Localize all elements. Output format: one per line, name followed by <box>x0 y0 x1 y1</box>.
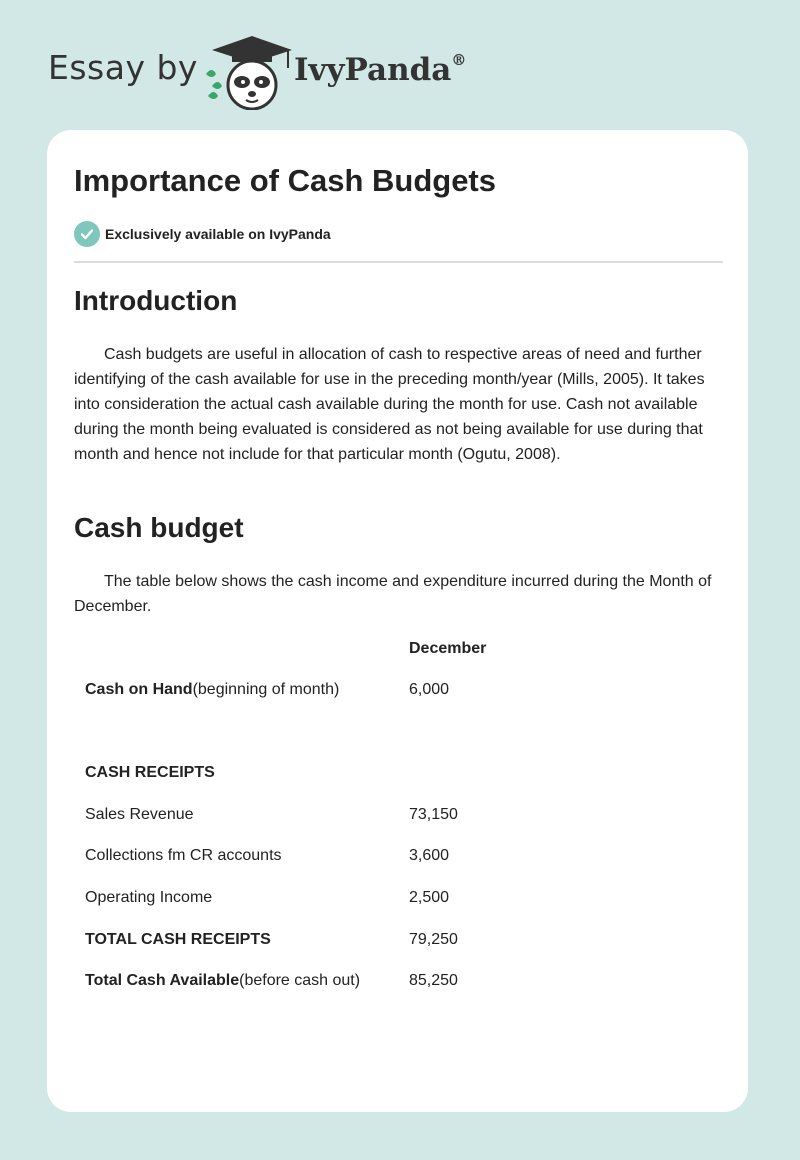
table-row-value: 3,600 <box>409 847 450 864</box>
divider <box>74 261 723 263</box>
table-row-label: Collections fm CR accounts <box>85 847 282 864</box>
table-row-label: Operating Income <box>85 889 213 906</box>
site-header <box>48 30 508 110</box>
introduction-paragraph: Cash budgets are useful in allocation of cash to respective areas of need and further identifying of the cash available for use in the preceding month/year (Mills, 2005). It takes into consideration the actual cash available during the month for use. Cash not available during the month being evaluated is considered as not being available for use during that month and hence not include for that particular month (Ogutu, 2008). <box>74 346 705 463</box>
check-circle-icon <box>74 221 100 247</box>
table-row-label: Total Cash Available(before cash out) <box>85 972 361 989</box>
column-header-december: December <box>409 640 487 657</box>
table-row-label: Cash on Hand(beginning of month) <box>85 681 340 698</box>
cash-budget-heading: Cash budget <box>74 512 244 543</box>
exclusive-badge <box>74 221 331 247</box>
introduction-heading: Introduction <box>74 285 238 316</box>
table-row-label: Sales Revenue <box>85 806 194 823</box>
cash-receipts-header: CASH RECEIPTS <box>85 764 215 781</box>
essay-card <box>47 130 748 1112</box>
table-row-value: 6,000 <box>409 681 450 698</box>
panda-graduate-icon[interactable] <box>200 30 300 110</box>
table-row-value: 2,500 <box>409 889 450 906</box>
page-title: Importance of Cash Budgets <box>74 163 496 198</box>
table-row-value: 85,250 <box>409 972 458 989</box>
badge-label: Exclusively available on IvyPanda <box>105 226 331 242</box>
table-row-label: TOTAL CASH RECEIPTS <box>85 931 271 948</box>
brand-prefix: Essay by <box>48 48 198 87</box>
table-row-value: 73,150 <box>409 806 458 823</box>
brand-name[interactable]: IvyPanda® <box>294 50 467 88</box>
table-row-value: 79,250 <box>409 931 458 948</box>
cash-budget-paragraph: The table below shows the cash income and expenditure incurred during the Month of December. <box>74 573 712 615</box>
